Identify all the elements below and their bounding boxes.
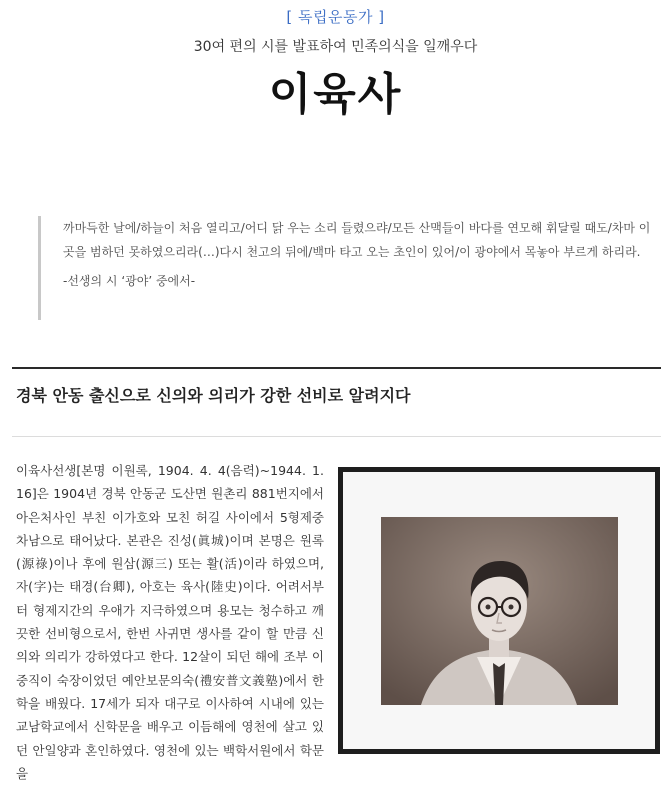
portrait-frame	[338, 467, 660, 754]
section-divider	[12, 367, 661, 369]
category-label: [ 독립운동가 ]	[286, 8, 385, 26]
portrait-mat	[343, 472, 655, 749]
section-divider-thin	[12, 436, 661, 437]
biography-text: 이육사선생[본명 이원록, 1904. 4. 4(음력)~1944. 1. 16]은 1904년 경북 안동군 도산면 원촌리 881번지에서 아은처사인 부친 이가호와 모친 허길 사이에서 5형제중 차남으로 태어났다. 본관은 진성(眞城)이며 본명은 원록(源祿)이나 후에 원삼(源三) 또는 활(活)이라 하였으며, 자(字)는 태경(台卿), 아호는 육사(陸史)이다. 어려서부터 형제지간의 우애가 지극하였으며 용모는 청수하고 깨끗한 선비형으로서, 한번 사귀면 생사를 같이 할 만큼 신의와 의리가 강하였다고 한다. 12살이 되던 해에 조부 이중직이 숙장이었던 예안보문의숙(禮安普文義塾)에서 한학을 배웠다. 17세가 되자 대구로 이사하여 시내에 있는 교남학교에서 신학문을 배우고 이듬해에 영천에 살고 있던 안일양과 혼인하였다. 영천에 있는 백학서원에서 학문을	[16, 463, 324, 781]
quote-source: -선생의 시 ‘광야’ 중에서-	[63, 274, 196, 288]
page-subtitle: 30여 편의 시를 발표하여 민족의식을 일깨우다	[193, 39, 478, 55]
portrait-photo	[381, 517, 618, 705]
quote-text: 까마득한 날에/하늘이 처음 열리고/어디 닭 우는 소리 들렸으랴/모든 산맥들이 바다를 연모해 휘달릴 때도/차마 이곳을 범하던 못하였으리라(…)다시 천고의 뒤에/백마 타고 오는 초인이 있어/이 광야에서 목놓아 부르게 하리라.	[63, 221, 651, 259]
poem-quote	[38, 216, 663, 320]
section-title: 경북 안동 출신으로 신의와 의리가 강한 선비로 알려지다	[16, 386, 411, 405]
page-title: 이육사	[268, 69, 403, 120]
